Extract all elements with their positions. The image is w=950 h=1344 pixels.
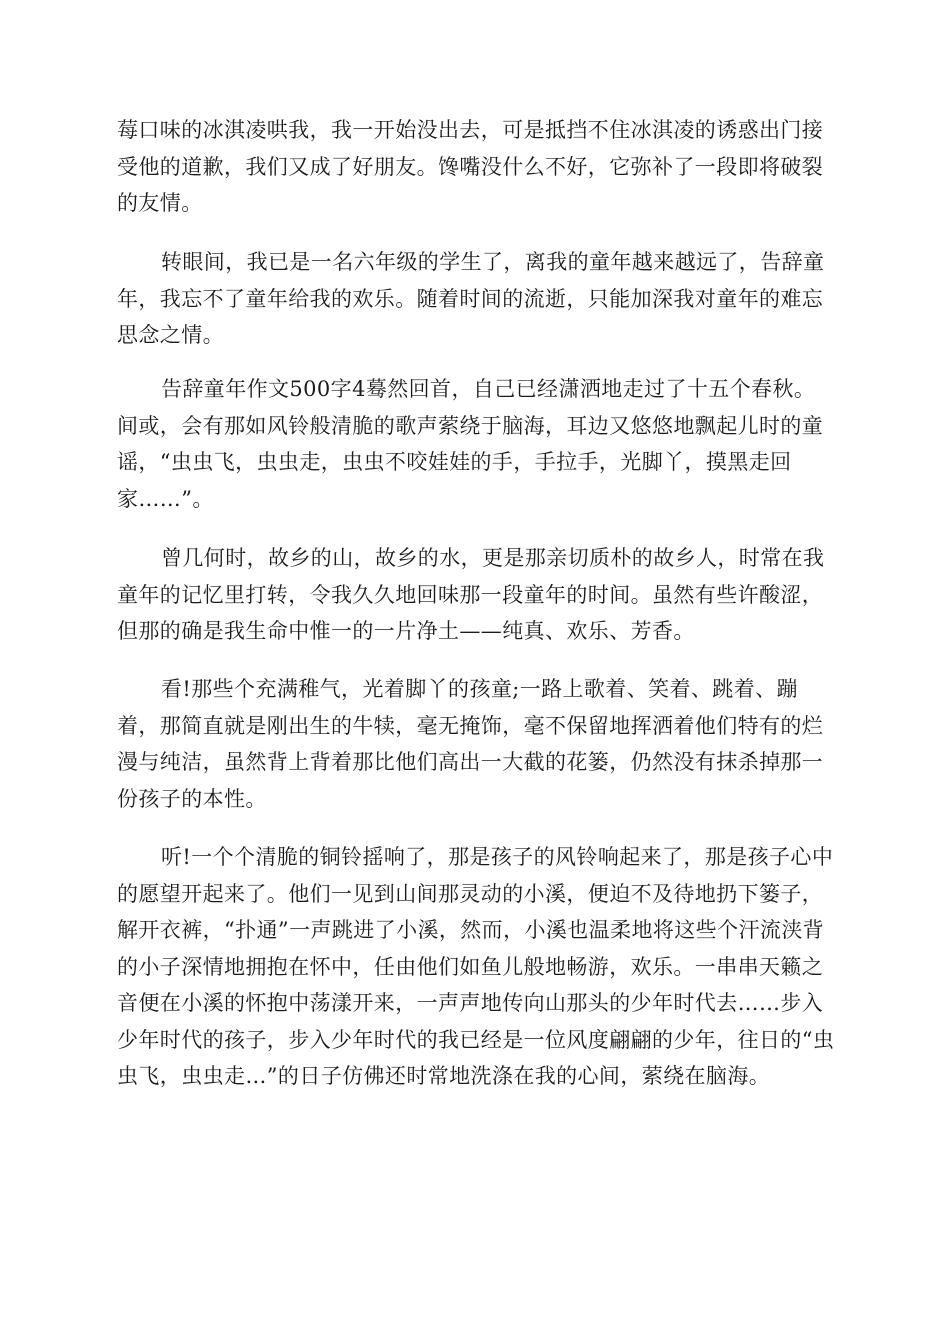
paragraph: 听!一个个清脆的铜铃摇响了，那是孩子的风铃响起来了，那是孩子心中的愿望开起来了。他们一见到山间那灵动的小溪，便迫不及待地扔下篓子，解开衣裤，“扑通”一声跳进了小溪，然而，小溪也温柔地将这些个汗流浃背的小子深情地拥抱在怀中，任由他们如鱼儿般地畅游，欢乐。一串串天籁之音便在小溪的怀抱中荡漾开来，一声声地传向山那头的少年时代去……步入少年时代的孩子，步入少年时代的我已经是一位风度翩翩的少年，往日的“虫虫飞，虫虫走…”的日子仿佛还时常地洗涤在我的心间，萦绕在脑海。 xyxy=(117,845,835,1088)
paragraph: 转眼间，我已是一名六年级的学生了，离我的童年越来越远了，告辞童年，我忘不了童年给我的欢乐。随着时间的流逝，只能加深我对童年的难忘思念之情。 xyxy=(117,250,825,347)
paragraph-continuation: 莓口味的冰淇凌哄我，我一开始没出去，可是抵挡不住冰淇凌的诱惑出门接受他的道歉，我们又成了好朋友。馋嘴没什么不好，它弥补了一段即将破裂的友情。 xyxy=(117,118,824,215)
paragraph: 告辞童年作文500字4蓦然回首，自己已经潇洒地走过了十五个春秋。间或，会有那如风铃般清脆的歌声萦绕于脑海，耳边又悠悠地飘起儿时的童谣，“虫虫飞，虫虫走，虫虫不咬娃娃的手，手拉手，光脚丫，摸黑走回家……”。 xyxy=(117,377,824,511)
paragraph: 看!那些个充满稚气，光着脚丫的孩童;一路上歌着、笑着、跳着、蹦着，那简直就是刚出生的牛犊，毫无掩饰，毫不保留地挥洒着他们特有的烂漫与纯洁，虽然背上背着那比他们高出一大截的花篓，仍然没有抹杀掉那一份孩子的本性。 xyxy=(117,677,824,811)
paragraph: 曾几何时，故乡的山，故乡的水，更是那亲切质朴的故乡人，时常在我童年的记忆里打转，令我久久地回味那一段童年的时间。虽然有些许酸涩，但那的确是我生命中惟一的一片净土——纯真、欢乐、芳香。 xyxy=(117,546,825,643)
